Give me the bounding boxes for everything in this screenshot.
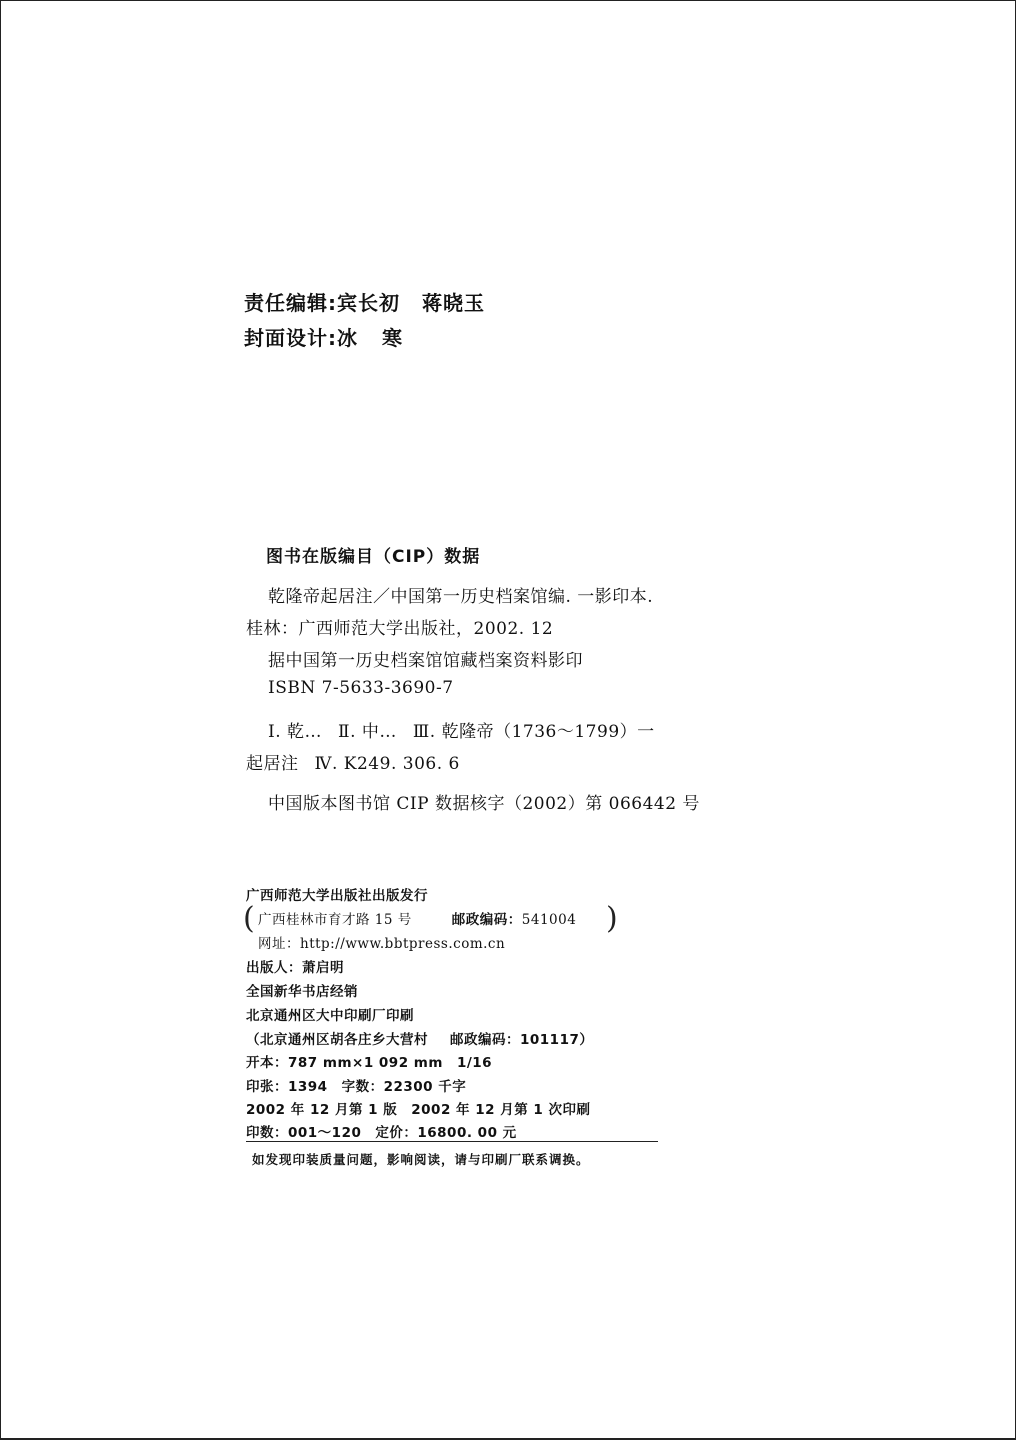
editor-credit bbox=[244, 287, 485, 316]
subject-b: Ⅱ. 中… bbox=[338, 722, 397, 742]
cip-record-number: 中国版本图书馆 CIP 数据核字（2002）第 066442 号 bbox=[268, 794, 700, 814]
divider-rule bbox=[246, 1141, 658, 1142]
publisher-website: 网址：http://www.bbtpress.com.cn bbox=[258, 936, 506, 952]
word-count: 字数：22300 千字 bbox=[341, 1079, 467, 1095]
printer-address: （北京通州区胡各庄乡大营村 bbox=[246, 1032, 428, 1048]
edition: 2002 年 12 月第 1 版 bbox=[246, 1102, 398, 1118]
format-line bbox=[246, 1051, 492, 1071]
printing: 2002 年 12 月第 1 次印刷 bbox=[411, 1102, 591, 1118]
price: 定价：16800. 00 元 bbox=[375, 1125, 517, 1141]
quality-notice: 如发现印装质量问题，影响阅读，请与印刷厂联系调换。 bbox=[252, 1152, 590, 1167]
printer-address-line bbox=[246, 1028, 593, 1048]
cover-label: 封面设计: bbox=[244, 326, 337, 350]
distributor: 全国新华书店经销 bbox=[246, 984, 358, 1000]
cip-heading: 图书在版编目（CIP）数据 bbox=[266, 547, 481, 567]
sheets: 印张：1394 bbox=[246, 1079, 328, 1095]
printer-postcode: 邮政编码：101117） bbox=[450, 1032, 594, 1048]
publisher-address-line bbox=[258, 908, 576, 928]
cover-credit bbox=[244, 322, 403, 351]
subject-c: Ⅲ. 乾隆帝（1736～1799）一 bbox=[412, 722, 655, 742]
editor-label: 责任编辑: bbox=[244, 291, 337, 315]
cip-subjects-1 bbox=[268, 717, 655, 742]
cip-isbn: ISBN 7-5633-3690-7 bbox=[268, 678, 454, 698]
publisher-address: 广西桂林市育才路 15 号 bbox=[258, 912, 412, 928]
left-brace: ( bbox=[243, 901, 255, 936]
cip-subjects-2 bbox=[246, 749, 460, 774]
format-fold: 1/16 bbox=[456, 1055, 493, 1071]
format: 开本：787 mm×1 092 mm bbox=[246, 1055, 443, 1071]
subject-e: Ⅳ. K249. 306. 6 bbox=[314, 754, 460, 774]
printer: 北京通州区大中印刷厂印刷 bbox=[246, 1008, 414, 1024]
print-run: 印数：001～120 bbox=[246, 1125, 362, 1141]
right-brace: ) bbox=[606, 901, 618, 936]
sheets-line bbox=[246, 1075, 466, 1095]
subject-d: 起居注 bbox=[246, 754, 299, 774]
subject-a: Ⅰ. 乾… bbox=[268, 722, 323, 742]
publisher-name: 广西师范大学出版社出版发行 bbox=[246, 888, 428, 904]
cover-name-2: 寒 bbox=[382, 326, 403, 350]
cip-line-2: 桂林：广西师范大学出版社，2002. 12 bbox=[246, 619, 554, 639]
edition-line bbox=[246, 1098, 591, 1118]
editor-name-1: 宾长初 bbox=[337, 291, 400, 315]
postcode-label: 邮政编码： bbox=[451, 912, 522, 928]
price-line bbox=[246, 1121, 517, 1141]
cip-line-1: 乾隆帝起居注／中国第一历史档案馆编. 一影印本. bbox=[268, 587, 654, 607]
cover-name-1: 冰 bbox=[337, 326, 358, 350]
postcode: 541004 bbox=[521, 912, 577, 928]
editor-name-2: 蒋晓玉 bbox=[422, 291, 485, 315]
publisher-person: 出版人：萧启明 bbox=[246, 960, 344, 976]
cip-line-3: 据中国第一历史档案馆馆藏档案资料影印 bbox=[268, 651, 583, 671]
